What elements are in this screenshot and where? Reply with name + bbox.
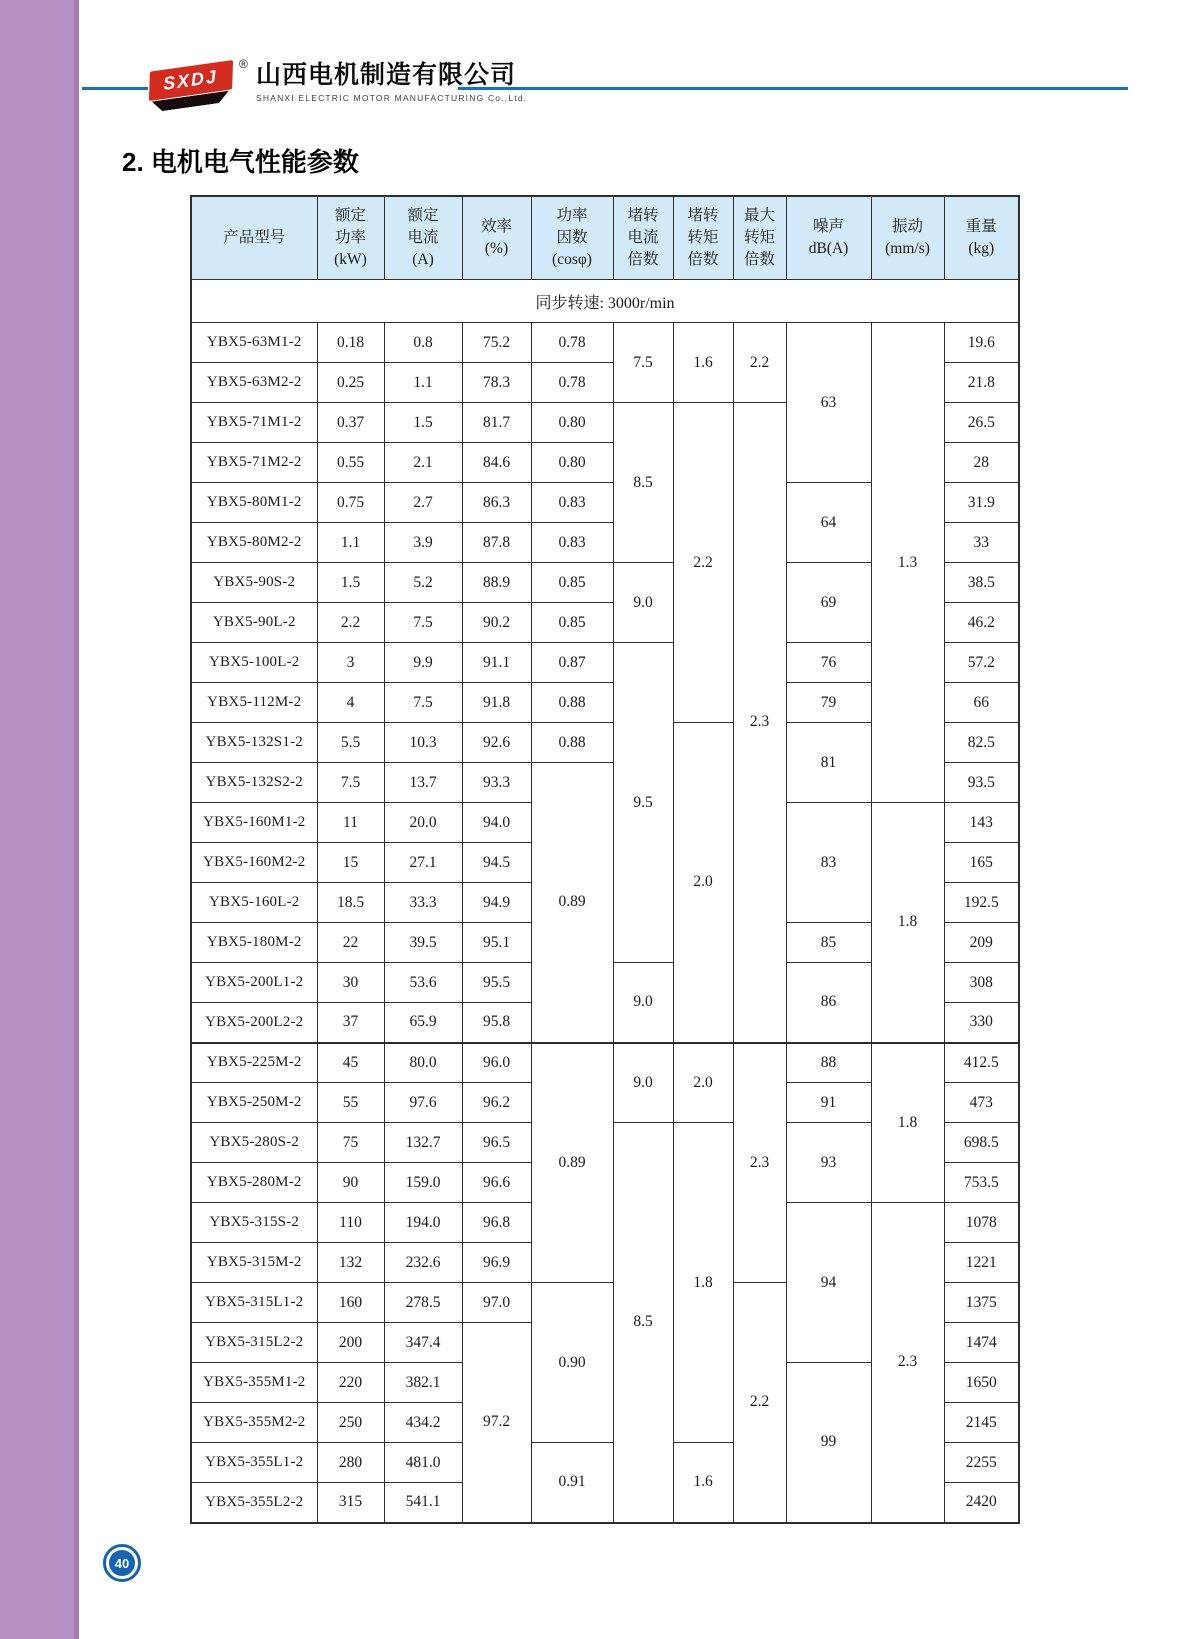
cell-rated-power: 30 <box>317 963 384 1003</box>
cell-model: YBX5-90L-2 <box>191 603 317 643</box>
cell-cos-phi: 0.80 <box>531 403 613 443</box>
table-header <box>191 196 1019 280</box>
cell-rated-power: 110 <box>317 1203 384 1243</box>
table-body <box>191 323 1019 1523</box>
cell-rated-power: 4 <box>317 683 384 723</box>
cell-cos-phi: 0.78 <box>531 323 613 363</box>
cell-rated-current: 1.1 <box>384 363 462 403</box>
cell-weight: 33 <box>944 523 1019 563</box>
cell-efficiency: 84.6 <box>462 443 531 483</box>
cell-locked-current: 8.5 <box>613 1123 673 1523</box>
cell-noise: 93 <box>786 1123 871 1203</box>
cell-weight: 57.2 <box>944 643 1019 683</box>
cell-model: YBX5-90S-2 <box>191 563 317 603</box>
col-header-model: 产品型号 <box>191 196 317 280</box>
cell-model: YBX5-160M2-2 <box>191 843 317 883</box>
cell-rated-power: 1.1 <box>317 523 384 563</box>
cell-locked-torque: 2.2 <box>673 403 733 723</box>
company-name-cn: 山西电机制造有限公司 <box>256 61 517 89</box>
cell-weight: 28 <box>944 443 1019 483</box>
cell-efficiency: 87.8 <box>462 523 531 563</box>
col-header-max-torque: 最大 转矩 倍数 <box>733 196 786 280</box>
cell-locked-current: 7.5 <box>613 323 673 403</box>
cell-locked-torque: 1.6 <box>673 323 733 403</box>
cell-vibration: 1.8 <box>871 1043 944 1203</box>
cell-efficiency: 91.1 <box>462 643 531 683</box>
cell-rated-power: 11 <box>317 803 384 843</box>
cell-rated-current: 1.5 <box>384 403 462 443</box>
cell-efficiency: 93.3 <box>462 763 531 803</box>
cell-max-torque: 2.2 <box>733 1283 786 1523</box>
cell-rated-power: 0.18 <box>317 323 384 363</box>
cell-efficiency: 97.2 <box>462 1323 531 1523</box>
cell-rated-current: 80.0 <box>384 1043 462 1083</box>
cell-rated-power: 280 <box>317 1443 384 1483</box>
cell-rated-current: 33.3 <box>384 883 462 923</box>
cell-rated-power: 132 <box>317 1243 384 1283</box>
cell-weight: 2255 <box>944 1443 1019 1483</box>
cell-model: YBX5-280S-2 <box>191 1123 317 1163</box>
cell-cos-phi: 0.78 <box>531 363 613 403</box>
cell-rated-power: 315 <box>317 1483 384 1523</box>
header-row <box>191 196 1019 280</box>
cell-efficiency: 96.6 <box>462 1163 531 1203</box>
cell-weight: 2145 <box>944 1403 1019 1443</box>
cell-rated-current: 347.4 <box>384 1323 462 1363</box>
cell-weight: 698.5 <box>944 1123 1019 1163</box>
table-row <box>191 323 1019 363</box>
cell-efficiency: 86.3 <box>462 483 531 523</box>
cell-model: YBX5-315M-2 <box>191 1243 317 1283</box>
cell-weight: 2420 <box>944 1483 1019 1523</box>
cell-noise: 81 <box>786 723 871 803</box>
col-header-locked-current: 堵转 电流 倍数 <box>613 196 673 280</box>
cell-locked-current: 9.0 <box>613 563 673 643</box>
cell-noise: 91 <box>786 1083 871 1123</box>
cell-model: YBX5-200L2-2 <box>191 1003 317 1043</box>
cell-locked-current: 8.5 <box>613 403 673 563</box>
cell-rated-current: 39.5 <box>384 923 462 963</box>
cell-rated-power: 1.5 <box>317 563 384 603</box>
cell-rated-power: 220 <box>317 1363 384 1403</box>
cell-rated-current: 0.8 <box>384 323 462 363</box>
cell-noise: 94 <box>786 1203 871 1363</box>
cell-locked-current: 9.5 <box>613 643 673 963</box>
cell-weight: 66 <box>944 683 1019 723</box>
cell-rated-power: 37 <box>317 1003 384 1043</box>
cell-model: YBX5-132S2-2 <box>191 763 317 803</box>
cell-locked-current: 9.0 <box>613 963 673 1043</box>
cell-efficiency: 92.6 <box>462 723 531 763</box>
cell-cos-phi: 0.89 <box>531 763 613 1043</box>
cell-vibration: 1.3 <box>871 323 944 803</box>
cell-rated-current: 20.0 <box>384 803 462 843</box>
cell-locked-current: 9.0 <box>613 1043 673 1123</box>
header-rule-right <box>458 87 1128 90</box>
cell-rated-current: 27.1 <box>384 843 462 883</box>
cell-noise: 64 <box>786 483 871 563</box>
cell-efficiency: 96.0 <box>462 1043 531 1083</box>
page-number: 40 <box>114 1555 130 1571</box>
cell-weight: 209 <box>944 923 1019 963</box>
cell-cos-phi: 0.88 <box>531 723 613 763</box>
cell-cos-phi: 0.89 <box>531 1043 613 1283</box>
cell-rated-current: 159.0 <box>384 1163 462 1203</box>
cell-efficiency: 94.5 <box>462 843 531 883</box>
cell-model: YBX5-71M2-2 <box>191 443 317 483</box>
cell-weight: 46.2 <box>944 603 1019 643</box>
cell-weight: 753.5 <box>944 1163 1019 1203</box>
cell-model: YBX5-250M-2 <box>191 1083 317 1123</box>
cell-rated-current: 13.7 <box>384 763 462 803</box>
cell-model: YBX5-160M1-2 <box>191 803 317 843</box>
cell-cos-phi: 0.83 <box>531 483 613 523</box>
cell-weight: 1375 <box>944 1283 1019 1323</box>
cell-rated-current: 434.2 <box>384 1403 462 1443</box>
cell-rated-power: 0.25 <box>317 363 384 403</box>
col-header-vibration: 振动 (mm/s) <box>871 196 944 280</box>
cell-weight: 31.9 <box>944 483 1019 523</box>
cell-weight: 1474 <box>944 1323 1019 1363</box>
cell-rated-current: 278.5 <box>384 1283 462 1323</box>
cell-rated-power: 75 <box>317 1123 384 1163</box>
cell-model: YBX5-355M1-2 <box>191 1363 317 1403</box>
cell-weight: 38.5 <box>944 563 1019 603</box>
cell-rated-current: 2.1 <box>384 443 462 483</box>
cell-rated-power: 200 <box>317 1323 384 1363</box>
speed-note: 同步转速: 3000r/min <box>191 280 1019 323</box>
cell-model: YBX5-100L-2 <box>191 643 317 683</box>
company-name-block <box>256 62 527 103</box>
cell-rated-power: 250 <box>317 1403 384 1443</box>
cell-weight: 93.5 <box>944 763 1019 803</box>
cell-rated-power: 7.5 <box>317 763 384 803</box>
cell-cos-phi: 0.80 <box>531 443 613 483</box>
cell-rated-power: 0.37 <box>317 403 384 443</box>
col-header-noise: 噪声 dB(A) <box>786 196 871 280</box>
cell-cos-phi: 0.91 <box>531 1443 613 1523</box>
cell-locked-torque: 2.0 <box>673 723 733 1043</box>
cell-rated-current: 10.3 <box>384 723 462 763</box>
cell-efficiency: 97.0 <box>462 1283 531 1323</box>
cell-efficiency: 95.5 <box>462 963 531 1003</box>
cell-max-torque: 2.2 <box>733 323 786 403</box>
cell-rated-power: 0.55 <box>317 443 384 483</box>
cell-model: YBX5-315L2-2 <box>191 1323 317 1363</box>
cell-noise: 88 <box>786 1043 871 1083</box>
page-number-circle <box>109 1550 135 1576</box>
cell-locked-torque: 2.0 <box>673 1043 733 1123</box>
cell-model: YBX5-160L-2 <box>191 883 317 923</box>
cell-weight: 26.5 <box>944 403 1019 443</box>
cell-rated-current: 2.7 <box>384 483 462 523</box>
cell-cos-phi: 0.83 <box>531 523 613 563</box>
cell-weight: 82.5 <box>944 723 1019 763</box>
page-title: 2. 电机电气性能参数 <box>122 147 359 177</box>
cell-efficiency: 94.0 <box>462 803 531 843</box>
cell-noise: 69 <box>786 563 871 643</box>
cell-rated-current: 97.6 <box>384 1083 462 1123</box>
cell-model: YBX5-80M1-2 <box>191 483 317 523</box>
parameters-table <box>190 195 1020 1524</box>
cell-model: YBX5-355L1-2 <box>191 1443 317 1483</box>
header-rule-left <box>82 87 148 90</box>
col-header-weight: 重量 (kg) <box>944 196 1019 280</box>
cell-rated-power: 22 <box>317 923 384 963</box>
speed-note-row <box>191 280 1019 323</box>
cell-rated-power: 2.2 <box>317 603 384 643</box>
cell-rated-current: 541.1 <box>384 1483 462 1523</box>
cell-weight: 330 <box>944 1003 1019 1043</box>
cell-rated-power: 55 <box>317 1083 384 1123</box>
cell-model: YBX5-71M1-2 <box>191 403 317 443</box>
cell-model: YBX5-63M2-2 <box>191 363 317 403</box>
cell-rated-power: 3 <box>317 643 384 683</box>
cell-noise: 86 <box>786 963 871 1043</box>
cell-model: YBX5-355L2-2 <box>191 1483 317 1523</box>
cell-model: YBX5-315S-2 <box>191 1203 317 1243</box>
cell-rated-current: 9.9 <box>384 643 462 683</box>
cell-rated-current: 232.6 <box>384 1243 462 1283</box>
cell-noise: 76 <box>786 643 871 683</box>
cell-locked-torque: 1.8 <box>673 1123 733 1443</box>
cell-rated-current: 3.9 <box>384 523 462 563</box>
cell-noise: 99 <box>786 1363 871 1523</box>
cell-model: YBX5-132S1-2 <box>191 723 317 763</box>
cell-rated-power: 0.75 <box>317 483 384 523</box>
cell-efficiency: 91.8 <box>462 683 531 723</box>
cell-weight: 165 <box>944 843 1019 883</box>
cell-cos-phi: 0.90 <box>531 1283 613 1443</box>
cell-weight: 1221 <box>944 1243 1019 1283</box>
col-header-efficiency: 效率 (%) <box>462 196 531 280</box>
col-header-power-factor: 功率 因数 (cosφ) <box>531 196 613 280</box>
cell-vibration: 1.8 <box>871 803 944 1043</box>
cell-cos-phi: 0.85 <box>531 563 613 603</box>
cell-efficiency: 96.5 <box>462 1123 531 1163</box>
table-row <box>191 1043 1019 1083</box>
cell-efficiency: 96.8 <box>462 1203 531 1243</box>
cell-model: YBX5-225M-2 <box>191 1043 317 1083</box>
cell-weight: 192.5 <box>944 883 1019 923</box>
cell-rated-current: 53.6 <box>384 963 462 1003</box>
cell-weight: 1650 <box>944 1363 1019 1403</box>
cell-rated-power: 15 <box>317 843 384 883</box>
cell-noise: 63 <box>786 323 871 483</box>
col-header-rated-current: 额定 电流 (A) <box>384 196 462 280</box>
cell-noise: 83 <box>786 803 871 923</box>
cell-model: YBX5-355M2-2 <box>191 1403 317 1443</box>
cell-weight: 21.8 <box>944 363 1019 403</box>
cell-cos-phi: 0.88 <box>531 683 613 723</box>
cell-efficiency: 81.7 <box>462 403 531 443</box>
cell-weight: 1078 <box>944 1203 1019 1243</box>
cell-vibration: 2.3 <box>871 1203 944 1523</box>
company-name-en: SHANXI ELECTRIC MOTOR MANUFACTURING Co.,Ltd. <box>256 92 528 103</box>
cell-locked-torque: 1.6 <box>673 1443 733 1523</box>
cell-efficiency: 78.3 <box>462 363 531 403</box>
cell-efficiency: 96.9 <box>462 1243 531 1283</box>
cell-max-torque: 2.3 <box>733 1043 786 1283</box>
cell-cos-phi: 0.85 <box>531 603 613 643</box>
cell-efficiency: 88.9 <box>462 563 531 603</box>
cell-model: YBX5-200L1-2 <box>191 963 317 1003</box>
cell-efficiency: 95.1 <box>462 923 531 963</box>
cell-model: YBX5-180M-2 <box>191 923 317 963</box>
page-number-badge <box>103 1544 141 1582</box>
cell-rated-current: 382.1 <box>384 1363 462 1403</box>
cell-rated-current: 5.2 <box>384 563 462 603</box>
cell-efficiency: 95.8 <box>462 1003 531 1043</box>
cell-noise: 85 <box>786 923 871 963</box>
cell-weight: 412.5 <box>944 1043 1019 1083</box>
cell-model: YBX5-315L1-2 <box>191 1283 317 1323</box>
cell-rated-current: 132.7 <box>384 1123 462 1163</box>
cell-rated-current: 194.0 <box>384 1203 462 1243</box>
cell-rated-power: 18.5 <box>317 883 384 923</box>
cell-model: YBX5-112M-2 <box>191 683 317 723</box>
cell-efficiency: 75.2 <box>462 323 531 363</box>
cell-noise: 79 <box>786 683 871 723</box>
col-header-rated-power: 额定 功率 (kW) <box>317 196 384 280</box>
cell-rated-power: 90 <box>317 1163 384 1203</box>
cell-model: YBX5-280M-2 <box>191 1163 317 1203</box>
cell-weight: 473 <box>944 1083 1019 1123</box>
cell-rated-current: 65.9 <box>384 1003 462 1043</box>
cell-efficiency: 94.9 <box>462 883 531 923</box>
cell-model: YBX5-63M1-2 <box>191 323 317 363</box>
cell-efficiency: 90.2 <box>462 603 531 643</box>
logo-text: SXDJ <box>163 66 219 94</box>
cell-rated-current: 7.5 <box>384 683 462 723</box>
cell-rated-power: 5.5 <box>317 723 384 763</box>
cell-rated-current: 481.0 <box>384 1443 462 1483</box>
left-accent-bar <box>0 0 79 1639</box>
cell-efficiency: 96.2 <box>462 1083 531 1123</box>
cell-cos-phi: 0.87 <box>531 643 613 683</box>
cell-max-torque: 2.3 <box>733 403 786 1043</box>
cell-weight: 308 <box>944 963 1019 1003</box>
cell-weight: 143 <box>944 803 1019 843</box>
cell-weight: 19.6 <box>944 323 1019 363</box>
col-header-locked-torque: 堵转 转矩 倍数 <box>673 196 733 280</box>
cell-rated-power: 160 <box>317 1283 384 1323</box>
cell-model: YBX5-80M2-2 <box>191 523 317 563</box>
registered-trademark-icon: ® <box>239 57 248 71</box>
cell-rated-current: 7.5 <box>384 603 462 643</box>
cell-rated-power: 45 <box>317 1043 384 1083</box>
